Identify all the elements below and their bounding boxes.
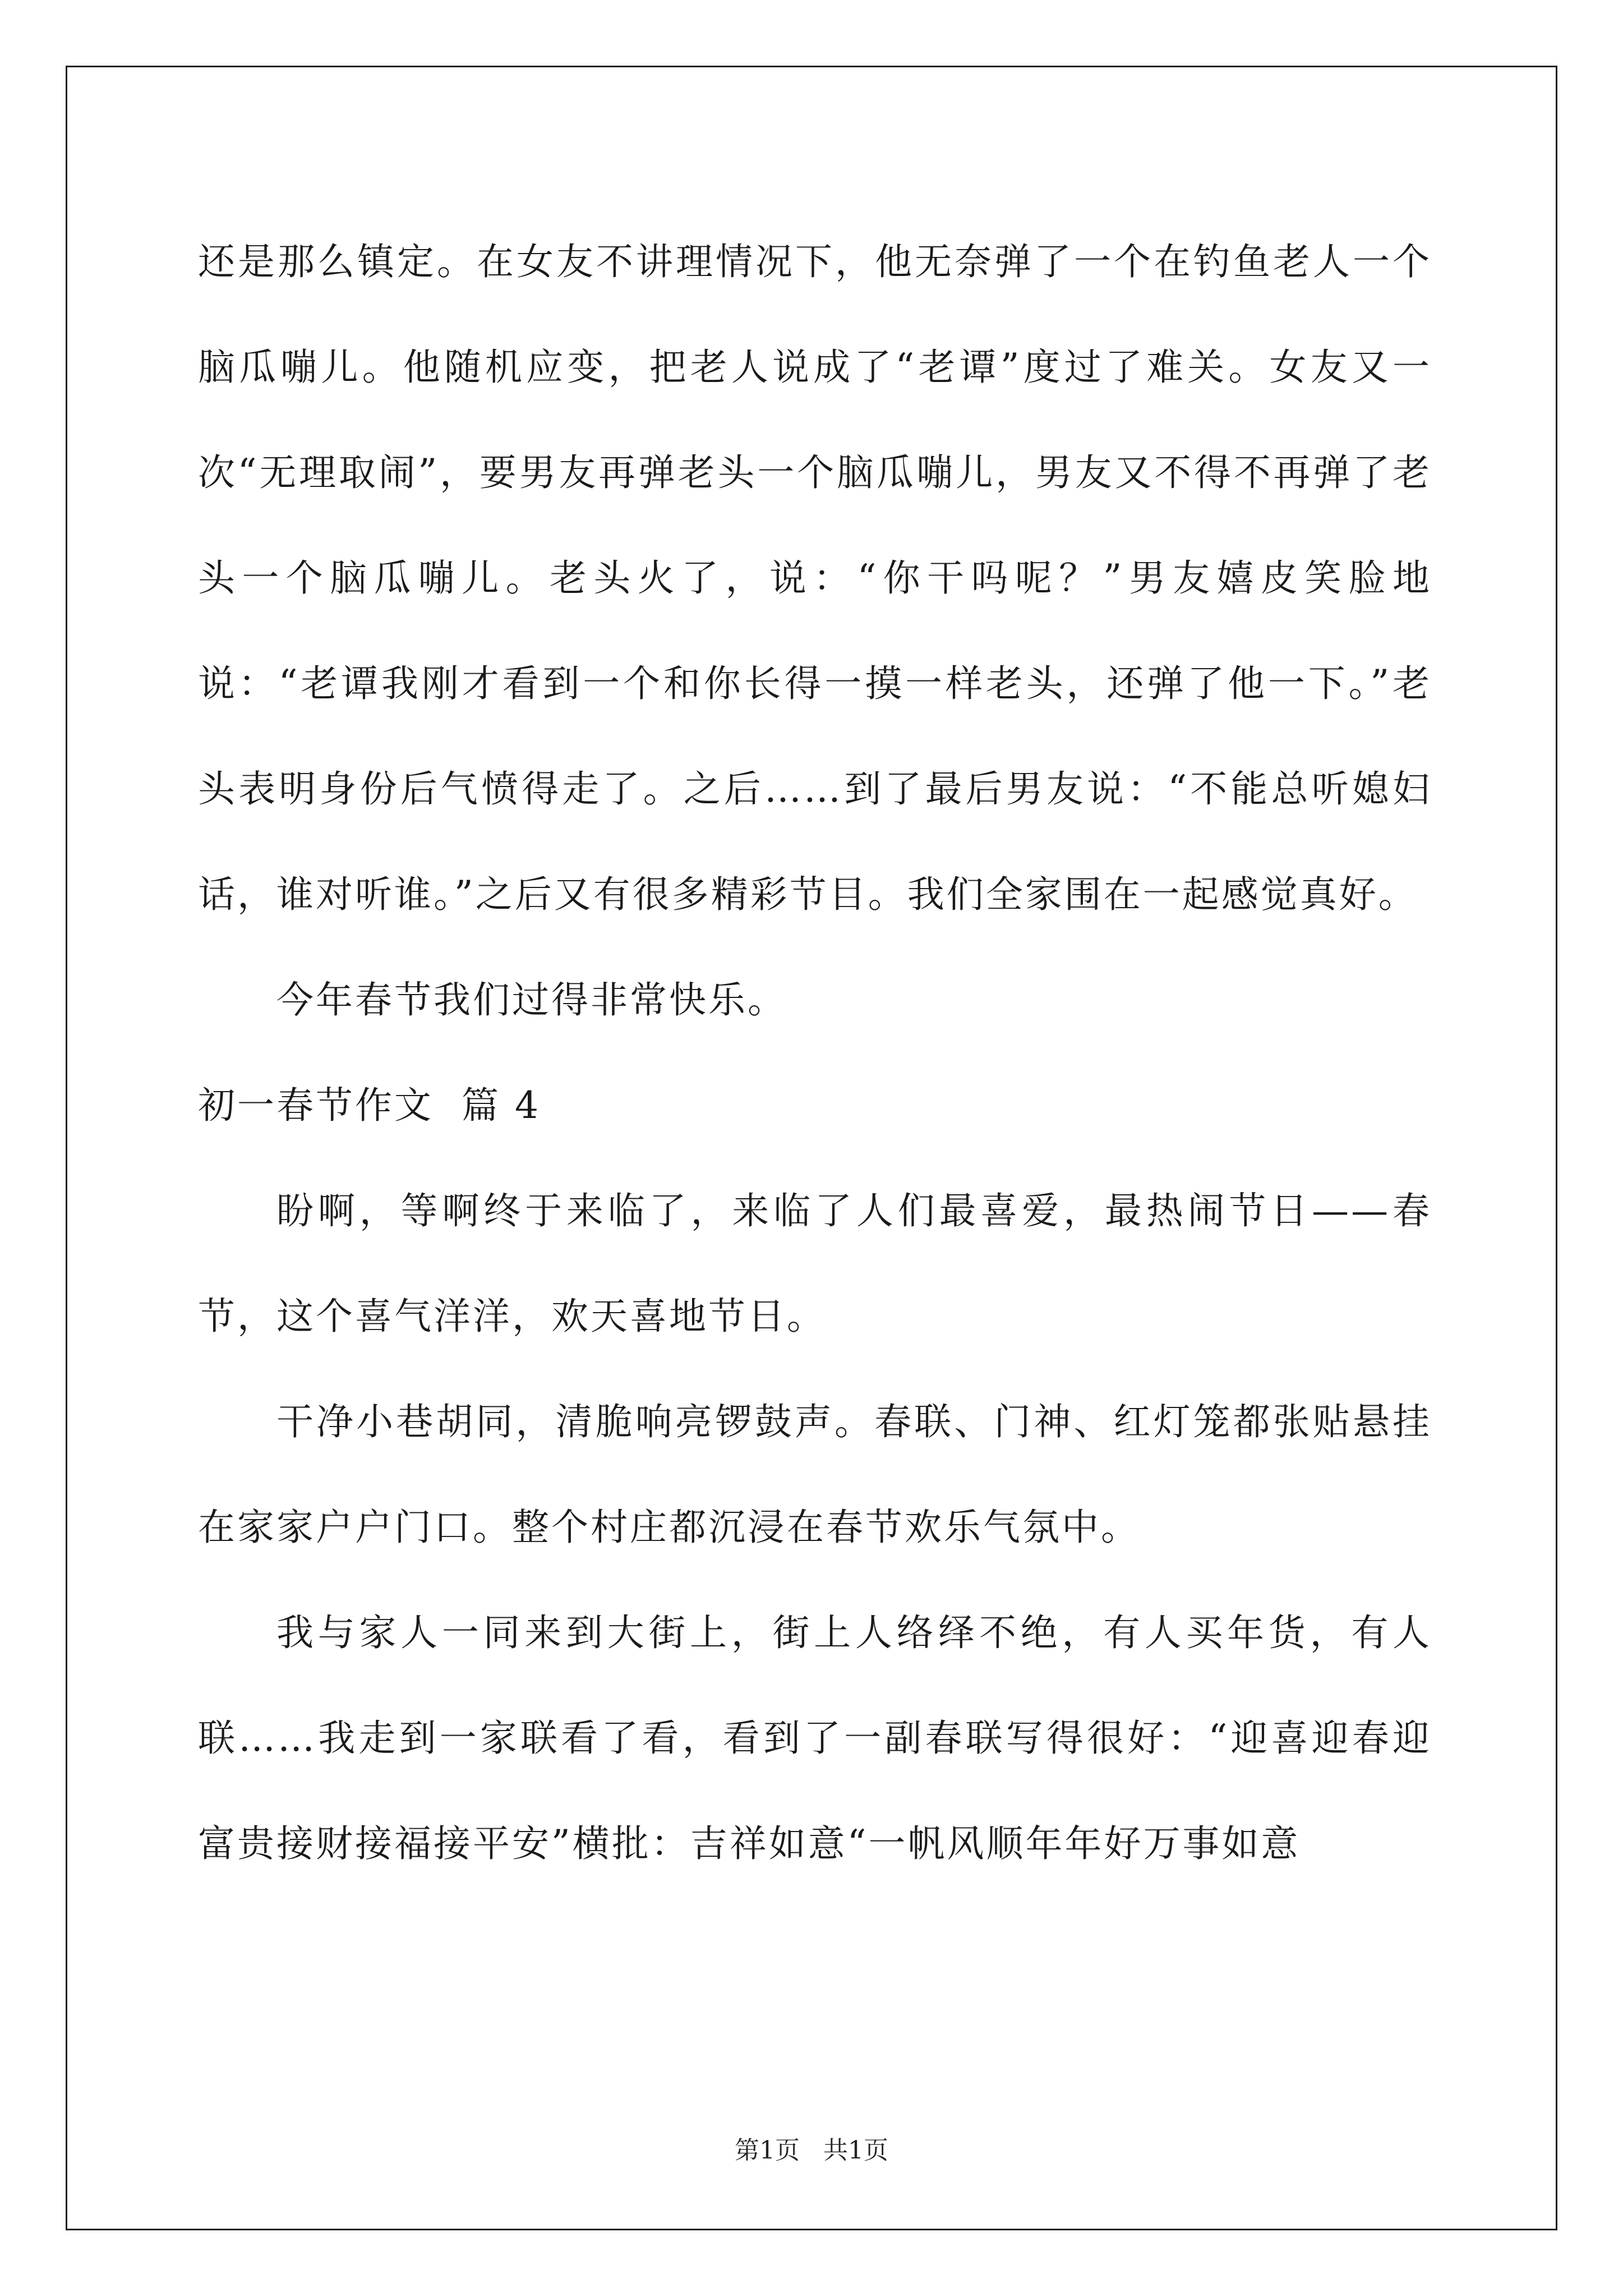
paragraph-continued: 还是那么镇定。在女友不讲理情况下，他无奈弹了一个在钓鱼老人一个脑瓜嘣儿。他随机应变，把老人说成了“老谭”度过了难关。女友又一次“无理取闹”，要男友再弹老头一个脑瓜嘣儿，男友又不得不再弹了老头一个脑瓜嘣儿。老头火了，说：“你干吗呢？”男友嬉皮笑脸地说：“老谭我刚才看到一个和你长得一摸一样老头，还弹了他一下。”老头表明身份后气愤得走了。之后……到了最后男友说：“不能总听媳妇话，谁对听谁。”之后又有很多精彩节目。我们全家围在一起感觉真好。 [198,240,1432,916]
page-number-current: 第1页 [735,2136,800,2165]
paragraph: 干净小巷胡同，清脆响亮锣鼓声。春联、门神、红灯笼都张贴悬挂在家家户户门口。整个村庄都沉浸在春节欢乐气氛中。 [198,1400,1432,1549]
paragraph: 今年春节我们过得非常快乐。 [276,978,787,1022]
section-heading: 初一春节作文 篇 4 [198,1084,541,1127]
paragraph: 盼啊，等啊终于来临了，来临了人们最喜爱，最热闹节日——春节，这个喜气洋洋，欢天喜地节日。 [198,1189,1432,1338]
paragraph: 我与家人一同来到大街上，街上人络绎不绝，有人买年货，有人联……我走到一家联看了看，看到了一副春联写得很好：“迎喜迎春迎富贵接财接福接平安”横批：吉祥如意“一帆风顺年年好万事如意 [198,1611,1432,1865]
page-footer [0,2134,1623,2168]
document-body [198,209,1432,1897]
page-number-total: 共1页 [823,2136,888,2165]
